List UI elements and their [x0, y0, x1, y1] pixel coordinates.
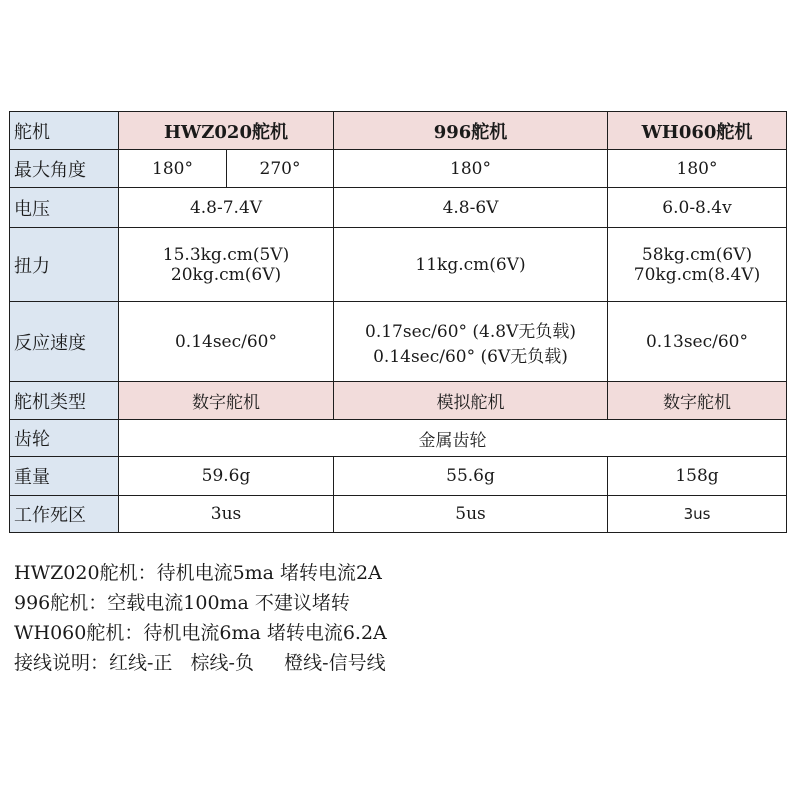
cell-hwz020-angle-180: 180° — [119, 150, 227, 188]
table-row-torque — [10, 228, 787, 302]
row-label-speed: 反应速度 — [10, 302, 119, 382]
table-row-voltage — [10, 188, 787, 228]
cell-hwz020-torque — [119, 228, 334, 302]
note-wiring: 接线说明：红线-正 棕线-负 橙线-信号线 — [14, 652, 386, 674]
cell-wh060-voltage: 6.0-8.4v — [608, 188, 787, 228]
cell-wh060-weight: 158g — [608, 457, 787, 496]
torque-6v: 58kg.cm(6V) — [641, 244, 753, 265]
cell-hwz020-deadband: 3us — [119, 496, 334, 533]
cell-wh060-type: 数字舵机 — [608, 382, 787, 420]
speed-4-8v: 0.17sec/60° (4.8V无负载) — [365, 321, 576, 342]
table-row-header — [10, 112, 787, 150]
cell-hwz020-angle-270: 270° — [227, 150, 334, 188]
cell-hwz020-type: 数字舵机 — [119, 382, 334, 420]
row-label-max-angle: 最大角度 — [10, 150, 119, 188]
header-996: 996舵机 — [334, 112, 608, 150]
torque-5v: 15.3kg.cm(5V) — [162, 244, 290, 265]
row-label-weight: 重量 — [10, 457, 119, 496]
row-label-deadband: 工作死区 — [10, 496, 119, 533]
cell-wh060-speed: 0.13sec/60° — [608, 302, 787, 382]
cell-996-weight: 55.6g — [334, 457, 608, 496]
torque-6v: 20kg.cm(6V) — [170, 264, 282, 285]
table-row-deadband — [10, 496, 787, 533]
row-label-torque: 扭力 — [10, 228, 119, 302]
cell-996-type: 模拟舵机 — [334, 382, 608, 420]
table-row-speed — [10, 302, 787, 382]
table-row-gear — [10, 420, 787, 457]
note-wh060: WH060舵机：待机电流6ma 堵转电流6.2A — [14, 622, 387, 644]
torque-8-4v: 70kg.cm(8.4V) — [633, 264, 761, 285]
cell-hwz020-voltage: 4.8-7.4V — [119, 188, 334, 228]
cell-hwz020-speed: 0.14sec/60° — [119, 302, 334, 382]
cell-wh060-angle: 180° — [608, 150, 787, 188]
notes-block — [14, 558, 387, 678]
table-row-weight — [10, 457, 787, 496]
header-label: 舵机 — [10, 112, 119, 150]
cell-gear: 金属齿轮 — [119, 420, 787, 457]
note-hwz020: HWZ020舵机：待机电流5ma 堵转电流2A — [14, 562, 382, 584]
cell-996-torque: 11kg.cm(6V) — [334, 228, 608, 302]
cell-996-speed — [334, 302, 608, 382]
servo-spec-table — [9, 111, 787, 533]
row-label-voltage: 电压 — [10, 188, 119, 228]
table-row-servo-type — [10, 382, 787, 420]
note-996: 996舵机：空载电流100ma 不建议堵转 — [14, 592, 350, 614]
header-hwz020: HWZ020舵机 — [119, 112, 334, 150]
cell-wh060-torque — [608, 228, 787, 302]
table-row-max-angle — [10, 150, 787, 188]
cell-hwz020-weight: 59.6g — [119, 457, 334, 496]
cell-996-deadband: 5us — [334, 496, 608, 533]
row-label-servo-type: 舵机类型 — [10, 382, 119, 420]
row-label-gear: 齿轮 — [10, 420, 119, 457]
cell-996-voltage: 4.8-6V — [334, 188, 608, 228]
header-wh060: WH060舵机 — [608, 112, 787, 150]
cell-wh060-deadband: 3us — [608, 496, 787, 533]
cell-996-angle: 180° — [334, 150, 608, 188]
speed-6v: 0.14sec/60° (6V无负载) — [373, 346, 568, 367]
